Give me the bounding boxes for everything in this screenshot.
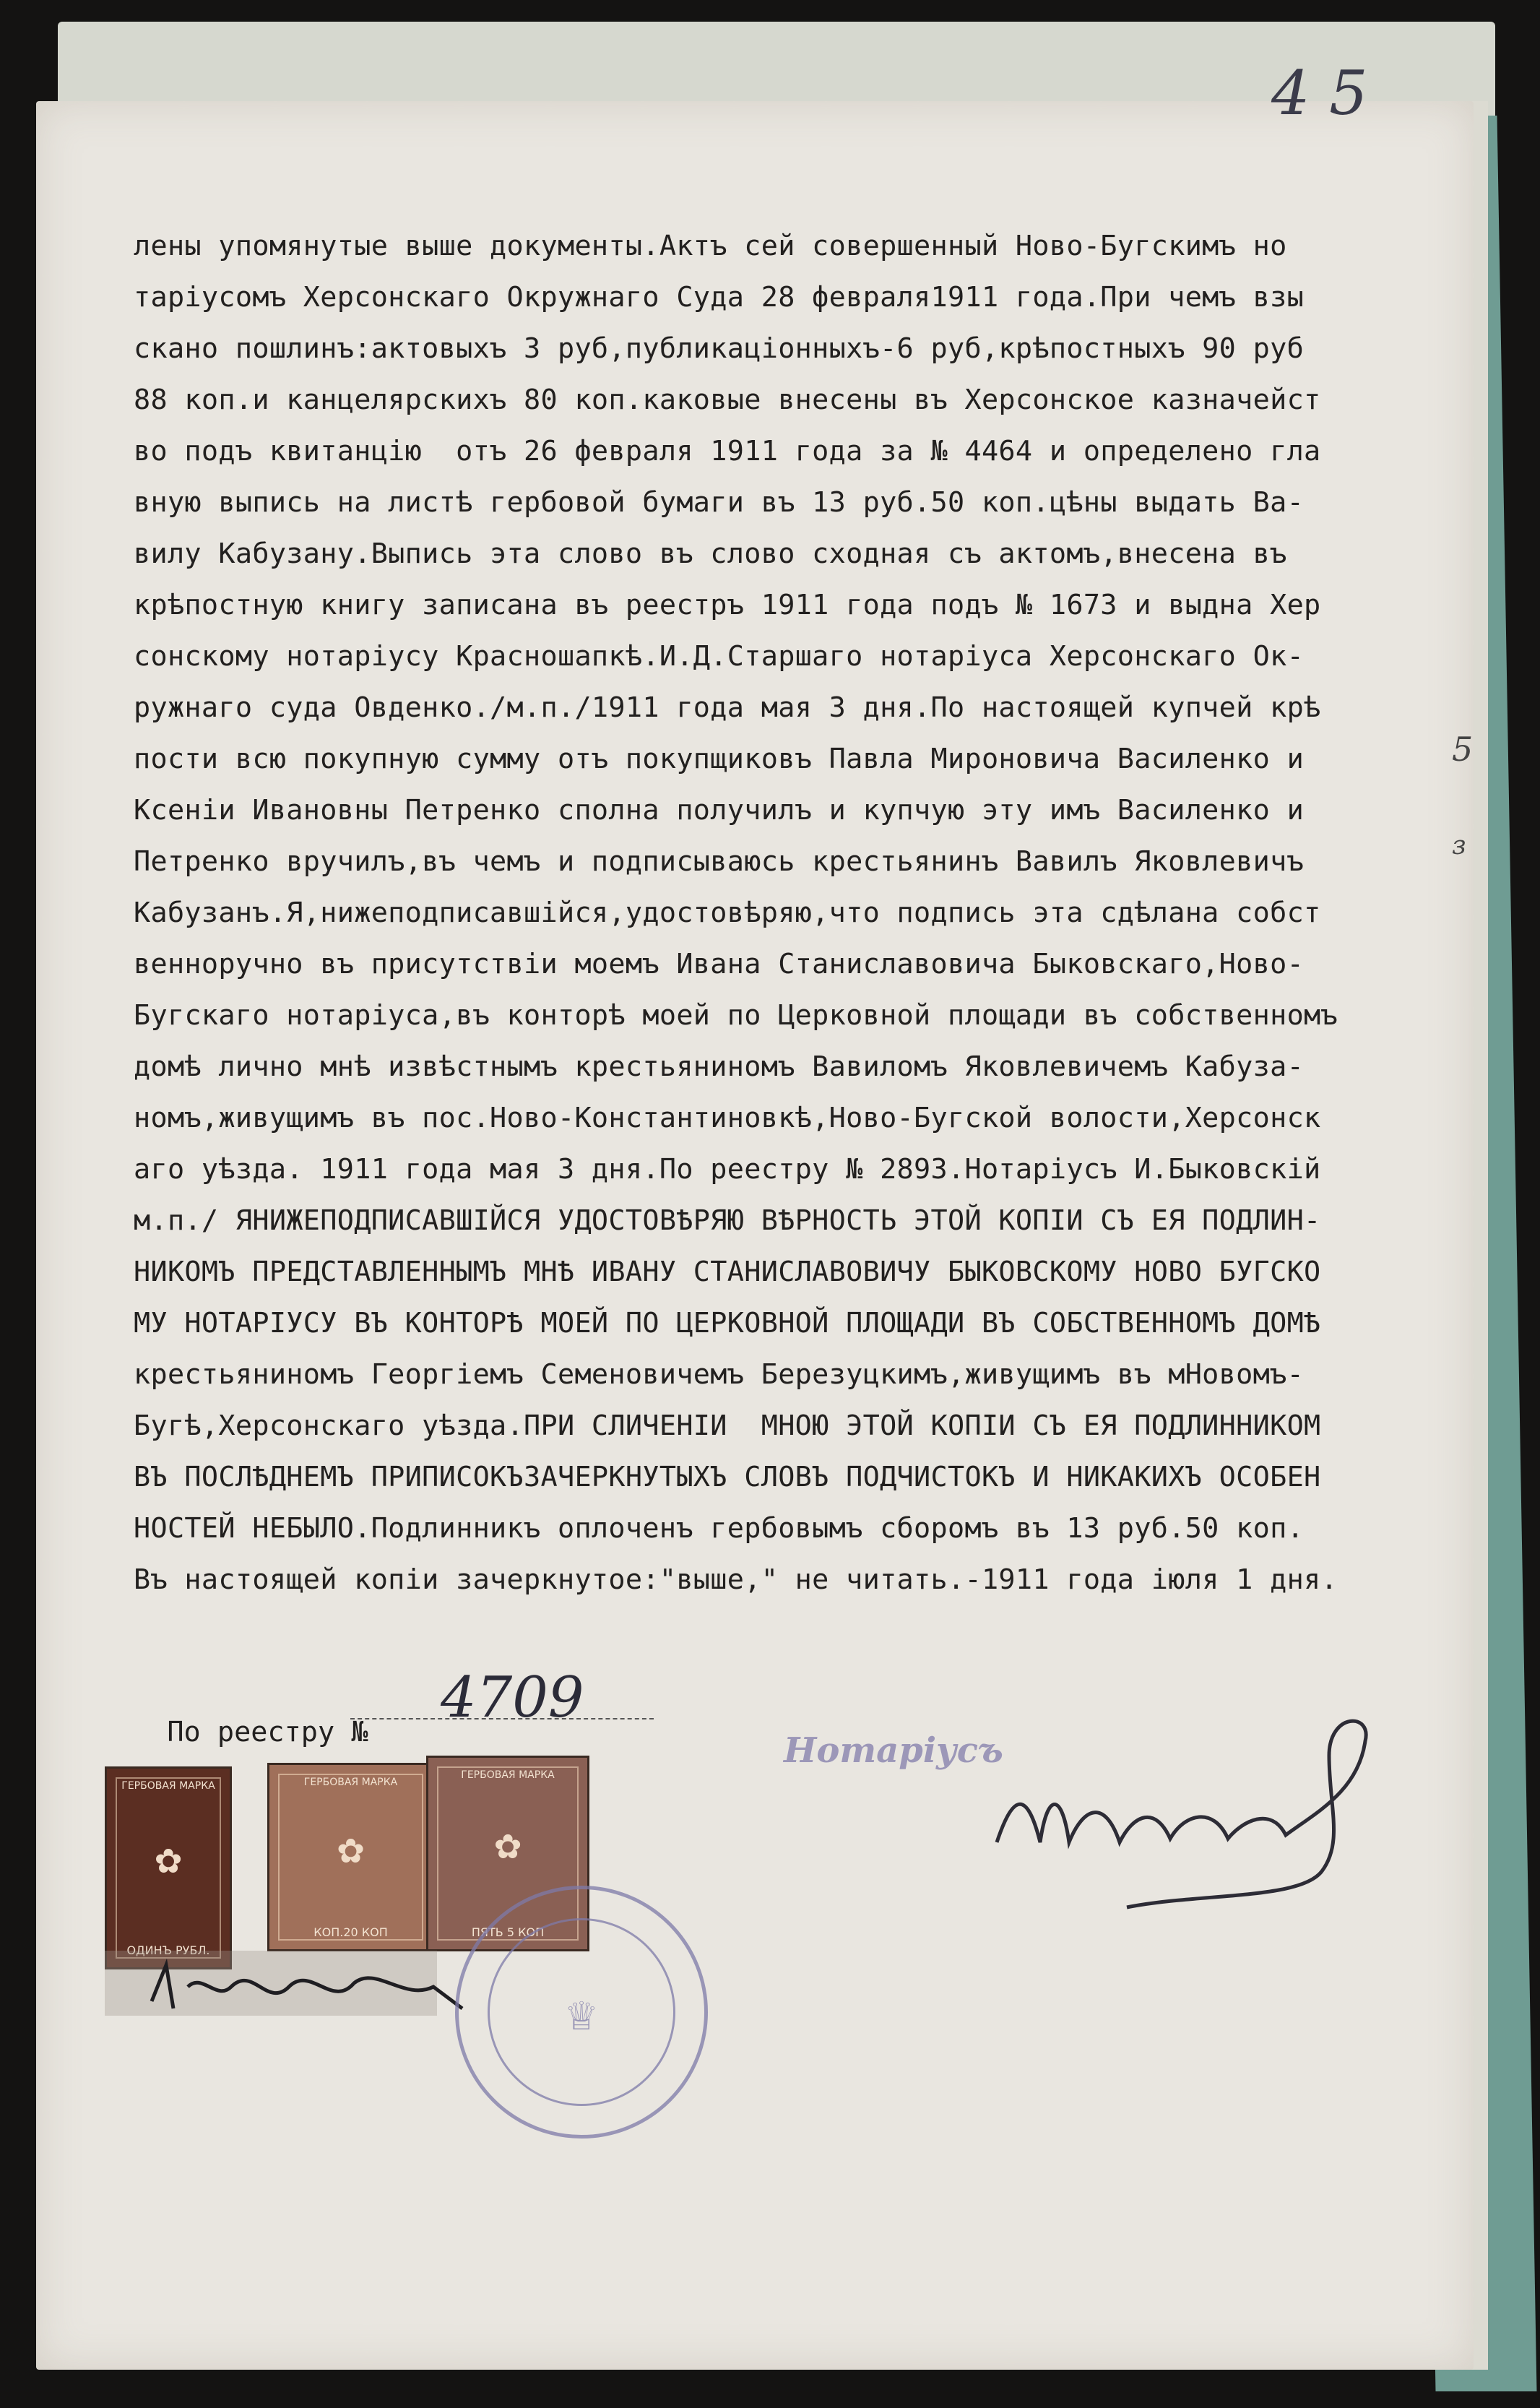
text-line: номъ,живущимъ въ пос.Ново-Константиновкѣ,Ново-Бугской волости,Херсонск <box>134 1102 1321 1134</box>
margin-mark: з <box>1452 831 1466 860</box>
eagle-emblem-icon: ✿ <box>494 1818 522 1870</box>
notary-signature <box>982 1698 1387 1915</box>
text-line: Петренко вручилъ,въ чемъ и подписываюсь крестьянинъ Вавилъ Яковлевичъ <box>134 845 1305 878</box>
revenue-stamp-5-kop: ГЕРБОВАЯ МАРКА ✿ ПЯТЬ 5 КОП <box>426 1756 589 1951</box>
text-line: Въ настоящей копіи зачеркнутое:"выше," не читать.-1911 года іюля 1 дня. <box>134 1563 1338 1596</box>
text-line: вилу Кабузану.Выпись эта слово въ слово сходная съ актомъ,внесена въ <box>134 538 1287 570</box>
text-line: МУ НОТАРІУСУ ВЪ КОНТОРѢ МОЕЙ ПО ЦЕРКОВНОЙ ПЛОЩАДИ ВЪ СОБСТВЕННОМЪ ДОМѢ <box>134 1307 1321 1339</box>
eagle-emblem-icon: ✿ <box>337 1822 364 1873</box>
text-line: лены упомянутые выше документы.Актъ сей совершенный Ново-Бугскимъ но <box>134 230 1287 262</box>
text-line: Кабузанъ.Я,нижеподписавшійся,удостовѣряю,что подпись эта сдѣлана собст <box>134 897 1321 929</box>
text-line: Бугскаго нотаріуса,въ конторѣ моей по Церковной площади въ собственномъ <box>134 999 1338 1032</box>
text-line: вную выпись на листѣ гербовой бумаги въ 13 руб.50 коп.цѣны выдать Ва- <box>134 486 1305 519</box>
registry-number: 4709 <box>441 1665 584 1730</box>
margin-mark: 5 <box>1452 730 1474 769</box>
text-line: м.п./ ЯНИЖЕПОДПИСАВШІЙСЯ УДОСТОВѢРЯЮ ВѢРНОСТЬ ЭТОЙ КОПІИ СЪ ЕЯ ПОДЛИН- <box>134 1204 1321 1237</box>
text-line: крѣпостную книгу записана въ реестръ 1911 года подъ № 1673 и выдна Хер <box>134 589 1321 621</box>
registry-label: По реестру № <box>167 1716 368 1748</box>
text-line: аго уѣзда. 1911 года мая 3 дня.По реестру № 2893.Нотаріусъ И.Быковскій <box>134 1153 1321 1186</box>
revenue-stamp-20-kop: ГЕРБОВАЯ МАРКА ✿ КОП.20 КОП <box>267 1763 434 1951</box>
text-line: скано пошлинъ:актовыхъ 3 руб,публикаціонныхъ-6 руб,крѣпостныхъ 90 руб <box>134 332 1305 365</box>
text-line: венноручно въ присутствіи моемъ Ивана Станиславовича Быковскаго,Ново- <box>134 948 1305 980</box>
stamp-cancellation-signature <box>144 1943 470 2030</box>
notary-stamp-text: Нотаріусъ <box>784 1730 1003 1771</box>
text-line: домѣ лично мнѣ извѣстнымъ крестьяниномъ Вавиломъ Яковлевичемъ Кабуза- <box>134 1050 1305 1083</box>
text-line: ВЪ ПОСЛѢДНЕМЪ ПРИПИСОКЪЗАЧЕРКНУТЫХЪ СЛОВЪ ПОДЧИСТОКЪ И НИКАКИХЪ ОСОБЕН <box>134 1461 1321 1493</box>
seal-emblem-icon: ♕ <box>566 1982 597 2042</box>
revenue-stamp-1-ruble: ГЕРБОВАЯ МАРКА ✿ ОДИНЪ РУБЛ. <box>105 1766 232 1969</box>
document-text <box>134 220 1419 1605</box>
text-line: сонскому нотаріусу Красношапкѣ.И.Д.Старшаго нотаріуса Херсонскаго Ок- <box>134 640 1305 673</box>
text-line: 88 коп.и канцелярскихъ 80 коп.каковые внесены въ Херсонское казначейст <box>134 384 1321 416</box>
text-line: во подъ квитанцію отъ 26 февраля 1911 года за № 4464 и определено гла <box>134 435 1321 467</box>
text-line: ружнаго суда Овденко./м.п./1911 года мая 3 дня.По настоящей купчей крѣ <box>134 691 1321 724</box>
text-line: таріусомъ Херсонскаго Окружнаго Суда 28 февраля1911 года.При чемъ взы <box>134 281 1305 314</box>
text-line: пости всю покупную сумму отъ покупщиковъ Павла Мироновича Василенко и <box>134 743 1305 775</box>
text-line: Бугѣ,Херсонскаго уѣзда.ПРИ СЛИЧЕНІИ МНОЮ ЭТОЙ КОПІИ СЪ ЕЯ ПОДЛИННИКОМ <box>134 1410 1321 1442</box>
text-line: крестьяниномъ Георгіемъ Семеновичемъ Березуцкимъ,живущимъ въ мНовомъ- <box>134 1358 1305 1391</box>
text-line: НИКОМЪ ПРЕДСТАВЛЕННЫМЪ МНѢ ИВАНУ СТАНИСЛАВОВИЧУ БЫКОВСКОМУ НОВО БУГСКО <box>134 1256 1321 1288</box>
text-line: НОСТЕЙ НЕБЫЛО.Подлинникъ оплоченъ гербовымъ сборомъ въ 13 руб.50 коп. <box>134 1512 1305 1545</box>
page-number: 4 5 <box>1271 58 1368 129</box>
notary-seal <box>455 1886 708 2139</box>
text-line: Ксеніи Ивановны Петренко сполна получилъ и купчую эту имъ Василенко и <box>134 794 1305 827</box>
eagle-emblem-icon: ✿ <box>155 1832 182 1883</box>
